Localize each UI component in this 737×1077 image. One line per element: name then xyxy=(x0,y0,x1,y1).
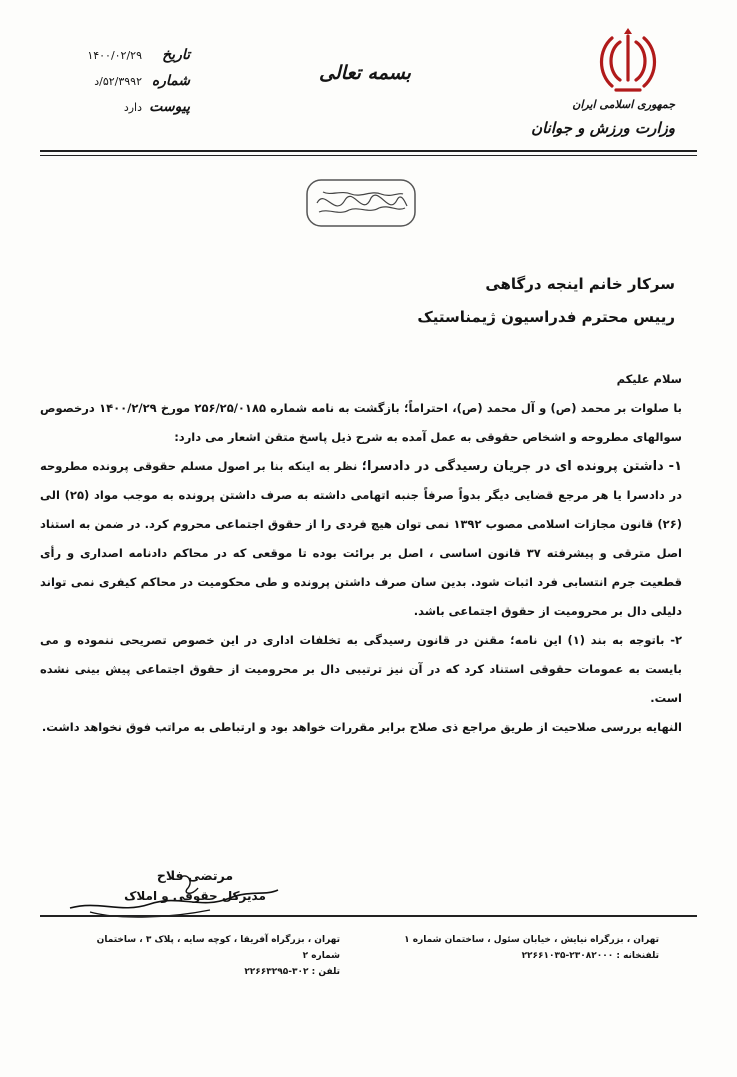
footer-address-2 xyxy=(70,932,340,980)
footer-divider xyxy=(40,915,697,917)
date-row xyxy=(40,42,190,68)
closing-paragraph: النهایه بررسی صلاحیت از طریق مراجع ذی صلاح برابر مقررات خواهد بود و ارتباطی به مراتب فوق نخواهد داشت. xyxy=(41,720,682,734)
footer-address-1-text: تهران ، بزرگراه نیایش ، خیابان سئول ، ساختمان شماره ۱ xyxy=(404,935,659,945)
attachment-row xyxy=(40,94,190,120)
letter-meta xyxy=(40,42,190,120)
footer-phone-2: تلفن : ۳۰۲-۲۲۶۶۳۲۹۵ xyxy=(244,967,340,977)
greeting: سلام علیکم xyxy=(616,372,682,386)
attachment-value: دارد xyxy=(123,100,142,114)
recipient-title: رییس محترم فدراسیون ژیمناستیک xyxy=(417,308,675,326)
attachment-label: پیوست xyxy=(149,99,190,115)
gov-line-republic: جمهوری اسلامی ایران xyxy=(572,98,675,111)
item-2: ۲- باتوجه به بند (۱) این نامه؛ مقنن در قانون رسیدگی به تخلفات اداری در این خصوص تصریحی ننموده و می بایست به عمومات حقوقی استناد کرد که در آن نیز ترتیبی دال بر محرومیت از حقوق اجتماعی پیش بینی نشده است. xyxy=(40,633,682,705)
signature-block xyxy=(95,868,295,903)
item-1-text: نظر به اینکه بنا بر اصول مسلم حقوقی پرونده مطروحه در دادسرا یا هر مرجع قضایی دیگر بدواً صرفاً جنبه اتهامی داشته به صرف داشتن پرونده به موجب مواد (۲۵) الی (۲۶) قانون مجازات اسلامی مصوب ۱۳۹۲ نمی توان هیچ فردی را از حقوق اجتماعی محروم کرد. در ضمن به استناد اصل مترقی و پیشرفته ۳۷ قانون اساسی ، اصل بر برائت بوده تا موقعی که در محاکم دادنامه اصداری و رأی قطعیت جرم انتسابی فرد اثبات شود. بدین سان صرف داشتن پرونده و طی محکومیت در محاکم کیفری نمی تواند دلیلی دال بر محرومیت از حقوق اجتماعی باشد. xyxy=(40,459,683,618)
number-row xyxy=(40,68,190,94)
number-value: ۵۲/۳۹۹۲/د xyxy=(94,74,142,88)
signatory-title: مدیرکل حقوقی و املاک xyxy=(124,889,266,903)
recipient-name: سرکار خانم اینجه درگاهی xyxy=(485,275,675,293)
footer-address-1 xyxy=(359,932,659,964)
item-1-heading: ۱- داشتن پرونده ای در جریان رسیدگی در دادسرا؛ xyxy=(361,459,682,474)
signatory-name: مرتضی فلاح xyxy=(156,868,234,883)
bismillah-heading: بسمه تعالی xyxy=(319,62,411,84)
number-label: شماره xyxy=(151,73,190,89)
calligraphy-stamp-icon xyxy=(305,178,417,228)
date-label: تاریخ xyxy=(162,47,190,63)
footer-address-2-text: تهران ، بزرگراه آفریقا ، کوچه سایه ، پلاک ۳ ، ساختمان شماره ۲ xyxy=(96,935,340,961)
iran-emblem-icon xyxy=(598,28,658,96)
header-divider xyxy=(40,150,697,152)
ministry-title xyxy=(505,98,675,137)
gov-line-ministry: وزارت ورزش و جوانان xyxy=(531,119,675,137)
footer-phone-1: تلفنخانه : ۲۳۰۸۲۰۰۰-۲۲۶۶۱۰۳۵ xyxy=(521,951,659,961)
header-divider-thin xyxy=(40,155,697,156)
intro-paragraph: با صلوات بر محمد (ص) و آل محمد (ص)، احتراماً؛ بازگشت به نامه شماره ۲۵۶/۲۵/۰۱۸۵ مورخ ۱۴۰۰/۲/۲۹ درخصوص سوالهای مطروحه و اشخاص حقوقی به عمل آمده به شرح ذیل پاسخ متقن اشعار می دارد: xyxy=(40,401,682,444)
date-value: ۱۴۰۰/۰۲/۲۹ xyxy=(87,48,142,62)
letter-body xyxy=(40,365,682,742)
item-1 xyxy=(40,452,682,626)
